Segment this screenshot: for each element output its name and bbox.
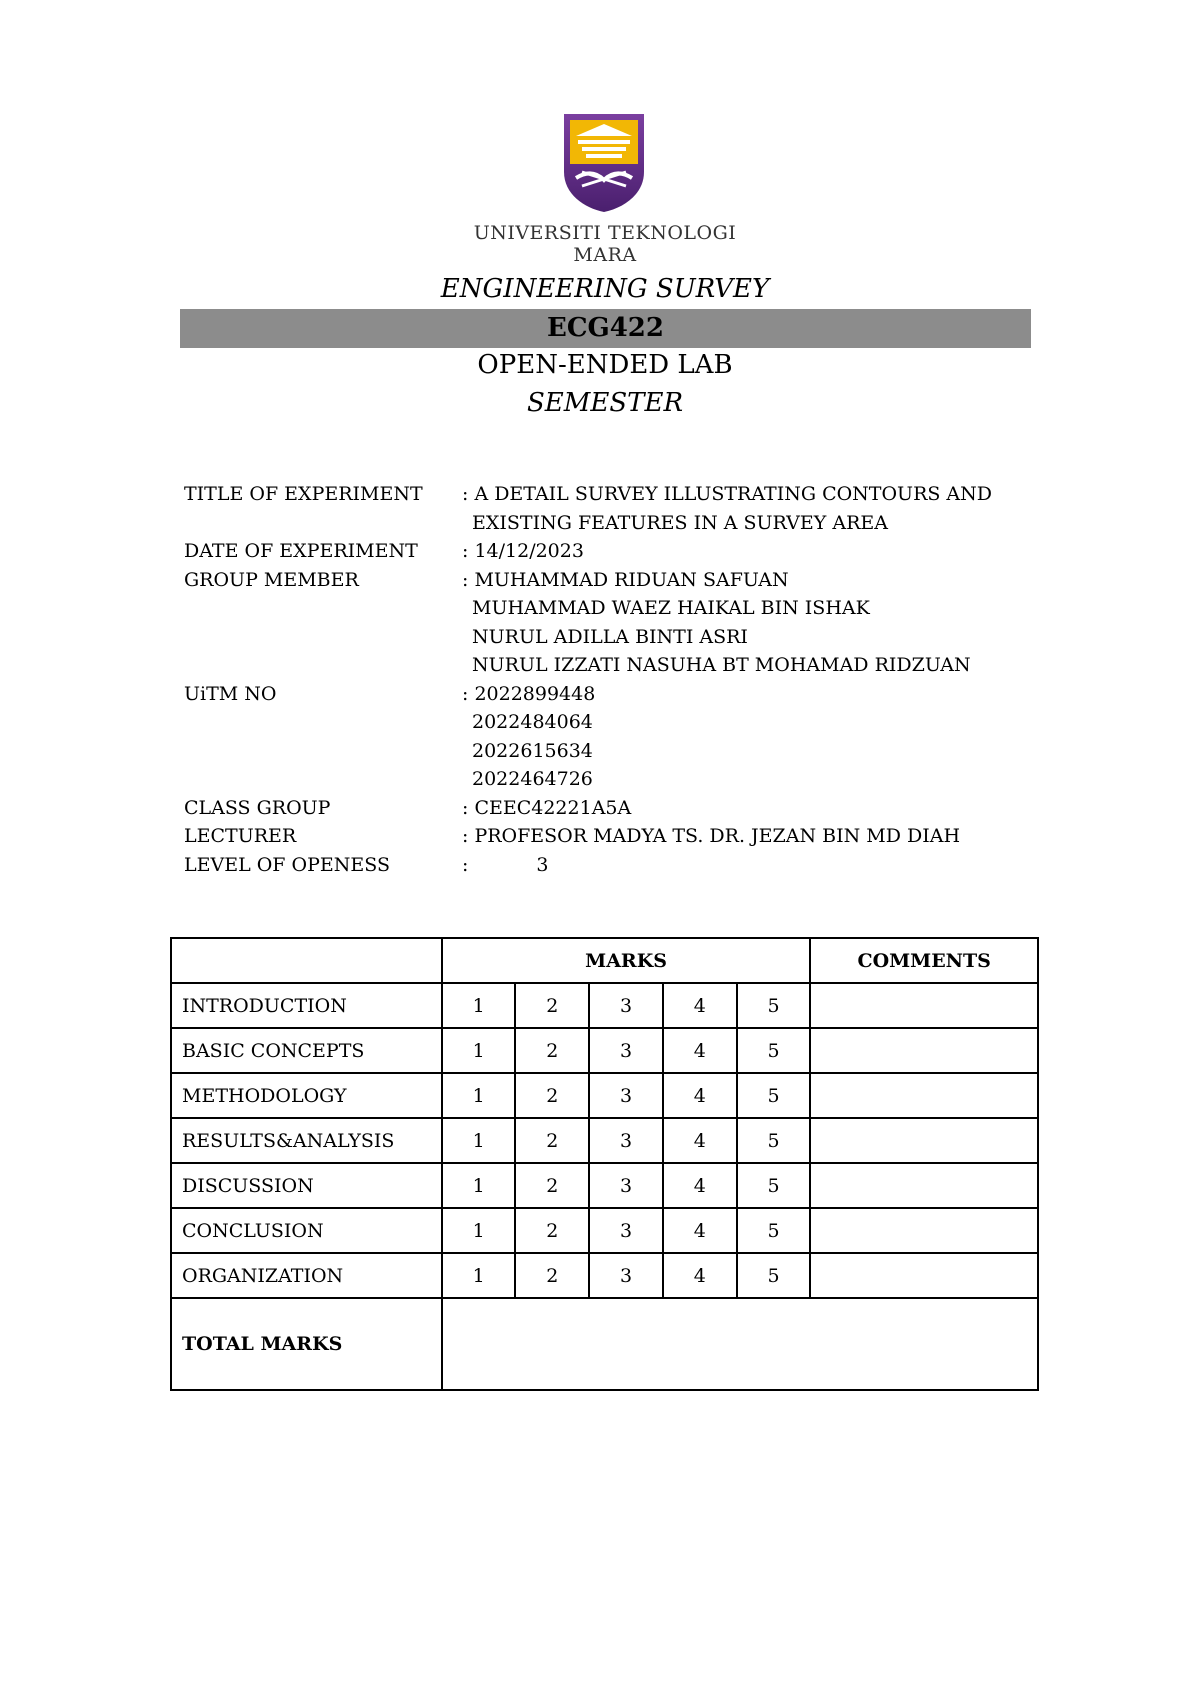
uitm-numbers xyxy=(462,680,1044,794)
experiment-info xyxy=(184,480,1044,879)
mark-option[interactable]: 2 xyxy=(515,1028,589,1073)
mark-option[interactable]: 5 xyxy=(737,1253,811,1298)
table-row xyxy=(171,1028,1038,1073)
comment-cell[interactable] xyxy=(810,1073,1038,1118)
mark-option[interactable]: 4 xyxy=(663,1208,737,1253)
openness-colon: : xyxy=(462,853,469,876)
mark-option[interactable]: 5 xyxy=(737,1208,811,1253)
uitm-number: : 2022899448 xyxy=(462,682,596,705)
group-row xyxy=(184,566,1044,680)
mark-option[interactable]: 5 xyxy=(737,1073,811,1118)
openness-value xyxy=(462,851,1044,880)
university-name: UNIVERSITI TEKNOLOGI MARA xyxy=(473,222,737,266)
mark-option[interactable]: 4 xyxy=(663,1073,737,1118)
group-member: NURUL IZZATI NASUHA BT MOHAMAD RIDZUAN xyxy=(472,654,971,676)
comments-header: COMMENTS xyxy=(810,938,1038,983)
title-value xyxy=(462,480,1044,537)
marks-header: MARKS xyxy=(442,938,811,983)
total-marks-cell[interactable] xyxy=(442,1298,1038,1390)
mark-option[interactable]: 3 xyxy=(589,1163,663,1208)
comment-cell[interactable] xyxy=(810,1163,1038,1208)
group-members xyxy=(462,566,1044,680)
table-row xyxy=(171,983,1038,1028)
uitm-row xyxy=(184,680,1044,794)
uitm-number: 2022484064 xyxy=(472,711,593,733)
mark-option[interactable]: 1 xyxy=(442,1028,516,1073)
group-member: : MUHAMMAD RIDUAN SAFUAN xyxy=(462,568,789,591)
uitm-logo-icon xyxy=(562,112,646,214)
table-row xyxy=(171,1118,1038,1163)
uitm-label: UiTM NO xyxy=(184,682,277,705)
mark-option[interactable]: 5 xyxy=(737,1118,811,1163)
comment-cell[interactable] xyxy=(810,1118,1038,1163)
mark-option[interactable]: 4 xyxy=(663,1253,737,1298)
mark-option[interactable]: 2 xyxy=(515,1073,589,1118)
criterion-label: METHODOLOGY xyxy=(171,1073,442,1118)
total-marks-label: TOTAL MARKS xyxy=(171,1298,442,1390)
lecturer-row xyxy=(184,822,1044,851)
group-member: MUHAMMAD WAEZ HAIKAL BIN ISHAK xyxy=(472,597,870,619)
criterion-label: CONCLUSION xyxy=(171,1208,442,1253)
criterion-label: ORGANIZATION xyxy=(171,1253,442,1298)
lecturer-label: LECTURER xyxy=(184,825,297,847)
mark-option[interactable]: 1 xyxy=(442,1253,516,1298)
table-row xyxy=(171,1208,1038,1253)
course-code: ECG422 xyxy=(547,313,664,343)
mark-option[interactable]: 3 xyxy=(589,983,663,1028)
uitm-number: 2022615634 xyxy=(472,739,593,762)
comment-cell[interactable] xyxy=(810,1028,1038,1073)
openness-label: LEVEL OF OPENESS xyxy=(184,853,390,876)
criterion-label: INTRODUCTION xyxy=(171,983,442,1028)
mark-option[interactable]: 5 xyxy=(737,1163,811,1208)
mark-option[interactable]: 2 xyxy=(515,1163,589,1208)
mark-option[interactable]: 2 xyxy=(515,1253,589,1298)
empty-header-cell xyxy=(171,938,442,983)
lecturer-value xyxy=(462,822,1044,851)
marks-header-row xyxy=(171,938,1038,983)
mark-option[interactable]: 4 xyxy=(663,1028,737,1073)
date-value xyxy=(462,537,1044,566)
class-value-text: : CEEC42221A5A xyxy=(462,796,632,819)
marks-table xyxy=(170,937,1039,1391)
class-label: CLASS GROUP xyxy=(184,796,331,819)
mark-option[interactable]: 1 xyxy=(442,1118,516,1163)
openness-level: 3 xyxy=(536,853,549,876)
lab-type: OPEN-ENDED LAB xyxy=(477,350,733,380)
class-value xyxy=(462,794,1044,823)
group-member: NURUL ADILLA BINTI ASRI xyxy=(472,625,748,648)
comment-cell[interactable] xyxy=(810,1253,1038,1298)
mark-option[interactable]: 4 xyxy=(663,1118,737,1163)
uitm-number: 2022464726 xyxy=(472,768,593,790)
mark-option[interactable]: 3 xyxy=(589,1073,663,1118)
class-row xyxy=(184,794,1044,823)
mark-option[interactable]: 3 xyxy=(589,1208,663,1253)
mark-option[interactable]: 1 xyxy=(442,1073,516,1118)
comment-cell[interactable] xyxy=(810,983,1038,1028)
criterion-label: DISCUSSION xyxy=(171,1163,442,1208)
mark-option[interactable]: 3 xyxy=(589,1253,663,1298)
table-row xyxy=(171,1253,1038,1298)
semester-label: SEMESTER xyxy=(526,388,684,418)
course-title: ENGINEERING SURVEY xyxy=(440,274,770,304)
mark-option[interactable]: 3 xyxy=(589,1118,663,1163)
mark-option[interactable]: 1 xyxy=(442,1208,516,1253)
mark-option[interactable]: 4 xyxy=(663,983,737,1028)
openness-row xyxy=(184,851,1044,880)
table-row xyxy=(171,1073,1038,1118)
openness-value-line xyxy=(462,851,1044,880)
group-label: GROUP MEMBER xyxy=(184,568,359,591)
mark-option[interactable]: 3 xyxy=(589,1028,663,1073)
date-row xyxy=(184,537,1044,566)
date-label: DATE OF EXPERIMENT xyxy=(184,540,418,562)
comment-cell[interactable] xyxy=(810,1208,1038,1253)
mark-option[interactable]: 2 xyxy=(515,1208,589,1253)
mark-option[interactable]: 1 xyxy=(442,983,516,1028)
mark-option[interactable]: 2 xyxy=(515,1118,589,1163)
title-value-line: : A DETAIL SURVEY ILLUSTRATING CONTOURS AND xyxy=(462,483,993,505)
mark-option[interactable]: 4 xyxy=(663,1163,737,1208)
title-row xyxy=(184,480,1044,537)
table-row xyxy=(171,1163,1038,1208)
title-value-line: EXISTING FEATURES IN A SURVEY AREA xyxy=(472,511,888,534)
marks-body xyxy=(171,983,1038,1298)
mark-option[interactable]: 1 xyxy=(442,1163,516,1208)
title-label: TITLE OF EXPERIMENT xyxy=(184,483,423,505)
criterion-label: RESULTS&ANALYSIS xyxy=(171,1118,442,1163)
mark-option[interactable]: 2 xyxy=(515,983,589,1028)
lecturer-value-text: : PROFESOR MADYA TS. DR. JEZAN BIN MD DIAH xyxy=(462,825,961,847)
mark-option[interactable]: 5 xyxy=(737,983,811,1028)
mark-option[interactable]: 5 xyxy=(737,1028,811,1073)
total-row xyxy=(171,1298,1038,1390)
criterion-label: BASIC CONCEPTS xyxy=(171,1028,442,1073)
date-value-text: : 14/12/2023 xyxy=(462,540,584,562)
